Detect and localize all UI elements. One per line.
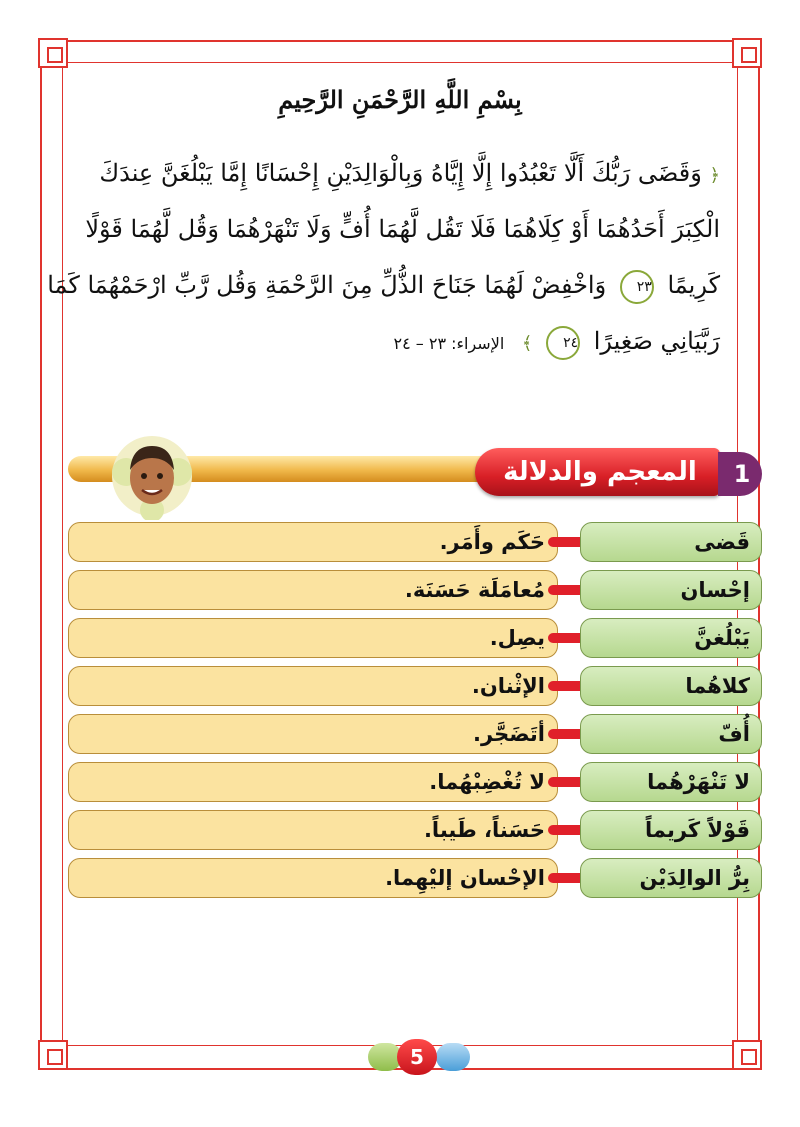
vocab-word: قَوْلاً كَريماً — [645, 818, 750, 842]
vocab-meaning: لا تُغْضِبْهُما. — [429, 770, 545, 794]
vocab-meaning: الإحْسان إليْهِما. — [385, 866, 545, 890]
verse-text-4: رَبَّيَانِي صَغِيرًا — [593, 327, 720, 355]
verse-close-bracket: ﴾ — [521, 333, 533, 354]
verse-text-3b: وَاخْفِضْ لَهُمَا جَنَاحَ الذُّلِّ مِنَ الرَّحْمَةِ وَقُل رَّبِّ ارْحَمْهُمَا كَمَا — [47, 271, 607, 299]
vocab-row — [0, 714, 800, 756]
vocab-meaning: يصِل. — [489, 626, 545, 650]
verse-line-2 — [85, 201, 720, 257]
basmala: بِسْمِ اللَّهِ الرَّحْمَنِ الرَّحِيمِ — [278, 85, 522, 114]
vocab-word: بِرُّ الوالِدَيْن — [639, 866, 750, 890]
vocab-meaning: حَكَم وأَمَر. — [439, 530, 545, 554]
vocab-row — [0, 570, 800, 612]
page-number-right-tab — [436, 1043, 470, 1071]
verse-text-3a: كَرِيمًا — [667, 271, 720, 299]
vocab-word: أُفّ — [718, 722, 750, 746]
verse-text-2: الْكِبَرَ أَحَدُهُمَا أَوْ كِلَاهُمَا فَلَا تَقُل لَّهُمَا أُفٍّ وَلَا تَنْهَرْهُمَا وَقُل لَّهُمَا قَوْلًا — [85, 215, 720, 243]
ayah-number-23: ٢٣ — [620, 270, 654, 304]
corner-ornament-bottom-right — [732, 1040, 762, 1070]
boy-avatar-icon — [108, 432, 196, 520]
vocab-word: إحْسان — [680, 578, 750, 602]
vocab-row — [0, 666, 800, 708]
page-number: 5 — [397, 1039, 437, 1075]
vocab-row — [0, 858, 800, 900]
corner-ornament-bottom-left — [38, 1040, 68, 1070]
vocab-meaning: الإثْنان. — [471, 674, 545, 698]
vocab-row — [0, 618, 800, 660]
vocab-row — [0, 522, 800, 564]
vocab-word: كلاهُما — [685, 674, 750, 698]
section-title: المعجم والدلالة — [503, 457, 697, 487]
quran-verse — [47, 145, 720, 369]
vocab-word: لا تَنْهَرْهُما — [647, 770, 750, 794]
vocab-word: يَبْلُغنَّ — [694, 626, 750, 650]
vocab-word: قَضى — [694, 530, 750, 554]
corner-ornament-top-left — [38, 38, 68, 68]
ayah-number-24: ٢٤ — [546, 326, 580, 360]
verse-line-4 — [100, 313, 720, 369]
section-number: 1 — [733, 460, 751, 488]
verse-open-bracket: ﴿ — [709, 165, 720, 186]
corner-ornament-top-right — [732, 38, 762, 68]
vocab-meaning: أتَضَجَّر. — [473, 722, 545, 746]
vocab-meaning: حَسَناً، طَيباً. — [423, 818, 545, 842]
verse-line-1 — [100, 145, 720, 201]
verse-line-3 — [47, 257, 720, 313]
vocab-meaning: مُعامَلَة حَسَنَة. — [404, 578, 545, 602]
vocab-row — [0, 810, 800, 852]
verse-text-1: وَقَضَى رَبُّكَ أَلَّا تَعْبُدُوا إِلَّا إِيَّاهُ وَبِالْوَالِدَيْنِ إِحْسَانًا إِمَّا يَبْلُغَنَّ عِندَكَ — [99, 159, 702, 187]
vocab-row — [0, 762, 800, 804]
verse-reference: الإسراء: ٢٣ – ٢٤ — [393, 334, 505, 353]
